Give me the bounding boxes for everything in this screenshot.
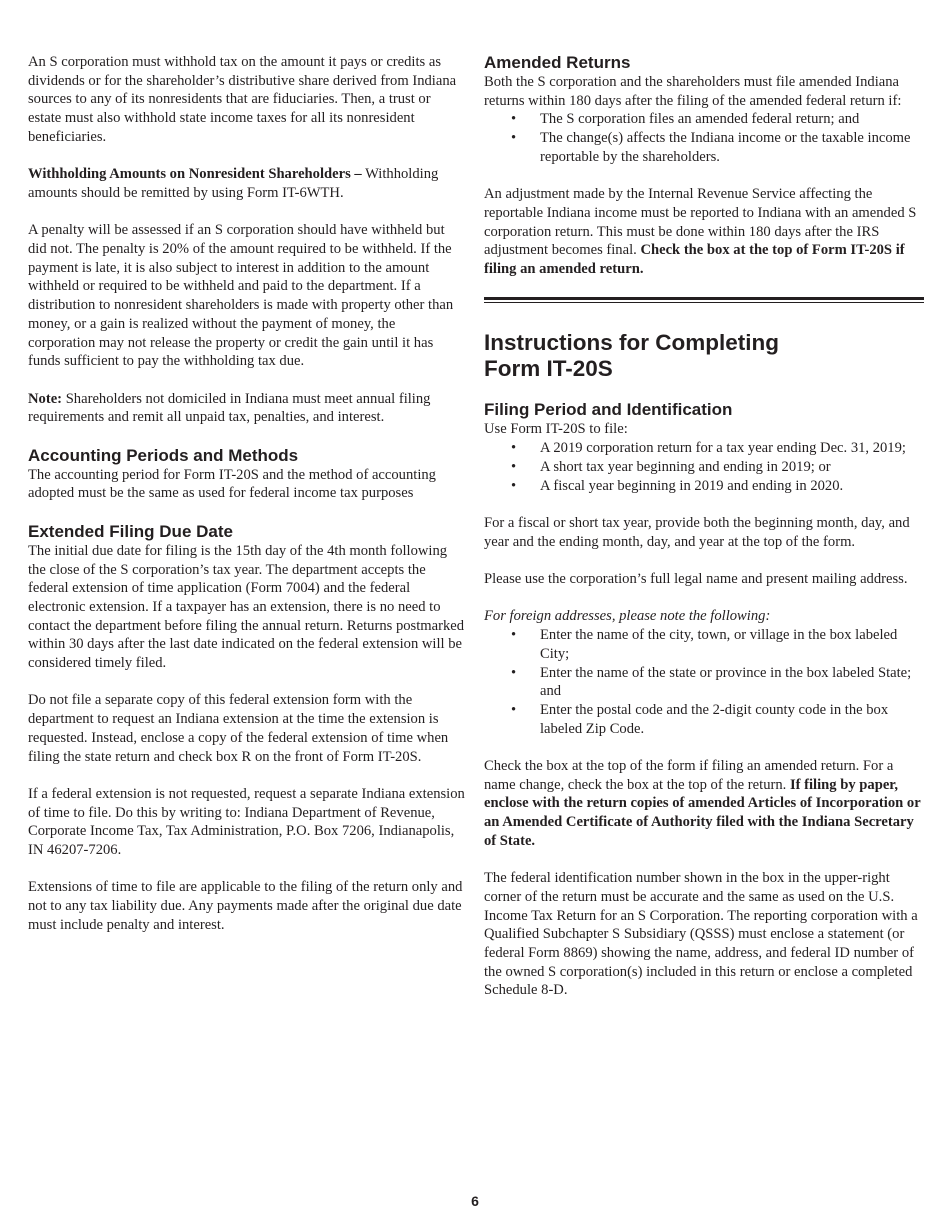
list-item: • A fiscal year beginning in 2019 and ending in 2020.	[511, 477, 844, 494]
name-change-paragraph: Check the box at the top of the form if filing an amended return. For a name change, check the box at the top of the return. If filing by paper, enclose with the return copies of amended Articles of Incorporation or an Amended Certificate of Authority filed with the Indiana Secretary of State.	[484, 758, 921, 849]
bullet-glyph: •	[511, 477, 517, 494]
indiana-extension-paragraph: If a federal extension is not requested, request a separate Indiana extension of time to file. Do this by writing to: Indiana Department of Revenue, Corporate Income Tax, Tax Administration, P.O. Box 7206, Indianapolis, IN 46207-7206.	[28, 785, 465, 859]
page-number: 6	[471, 1193, 479, 1209]
bullet-glyph: •	[511, 664, 517, 681]
filing-period-heading: Filing Period and Identification	[484, 400, 733, 420]
use-form-paragraph: Use Form IT-20S to file:	[484, 421, 628, 438]
note-paragraph: Note: Shareholders not domiciled in Indiana must meet annual filing requirements and remit all unpaid tax, penalties, and interest.	[28, 390, 431, 426]
legal-name-paragraph: Please use the corporation’s full legal name and present mailing address.	[484, 571, 908, 587]
bullet-glyph: •	[511, 130, 517, 147]
irs-adjustment-paragraph: An adjustment made by the Internal Revenue Service affecting the reportable Indiana income must be reported to Indiana with an amended S corporation return. This must be done within 180 days after the IRS adjustment becomes final. Check the box at the top of Form IT-20S if filing an amended return.	[484, 186, 917, 278]
withholding-fiduciaries-paragraph: An S corporation must withhold tax on the amount it pays or credits as dividends or for the shareholder’s distributive share derived from Indiana sources to any of its nonresidents that are fiduciaries. Then, a trust or estate must also withhold state income taxes for all its nonresident beneficiaries.	[28, 54, 457, 145]
withholding-amounts-paragraph: Withholding Amounts on Nonresident Shareholders – Withholding amounts should be remitted by using Form IT-6WTH.	[28, 166, 439, 201]
filing-period-list	[484, 439, 924, 495]
list-item: • A short tax year beginning and ending in 2019; or	[511, 458, 831, 475]
amended-returns-heading: Amended Returns	[484, 53, 631, 72]
bullet-glyph: •	[511, 627, 517, 644]
amended-returns-paragraph: Both the S corporation and the shareholders must file amended Indiana returns within 180 days after the filing of the amended federal return if:	[484, 74, 902, 109]
foreign-addresses-intro: For foreign addresses, please note the following:	[484, 608, 771, 625]
amended-conditions-list	[484, 110, 924, 166]
bullet-glyph: •	[511, 440, 517, 457]
extension-liability-paragraph: Extensions of time to file are applicable to the filing of the return only and not to any tax liability due. Any payments made after the original due date must include penalty and interest.	[28, 879, 463, 933]
extended-filing-heading: Extended Filing Due Date	[28, 521, 233, 541]
instructions-title: Instructions for Completing Form IT-20S	[484, 330, 779, 382]
list-item: • Enter the postal code and the 2-digit county code in the box labeled Zip Code.	[511, 701, 889, 737]
penalty-paragraph: A penalty will be assessed if an S corporation should have withheld but did not. The penalty is 20% of the amount required to be withheld. If the payment is late, it is also subject to interest in addition to the amount withheld or required to be withheld and paid to the department. If a distribution to nonresident shareholders is made with property other than money, or a gain is realized without the payment of money, the corporation may not release the property or credit the gain until it has funds sufficient to pay the withholding tax due.	[28, 222, 454, 370]
list-item: • Enter the name of the city, town, or village in the box labeled City;	[511, 627, 898, 662]
extended-due-date-paragraph: The initial due date for filing is the 15th day of the 4th month following the close of the S corporation’s tax year. The department accepts the federal extension of time application (Form 7004) and the federal electronic extension. If a taxpayer has an extension, there is no need to contact the department before filing the annual return. Returns postmarked within 30 days after the last date indicated on the federal extension will be considered timely filed.	[28, 542, 465, 672]
left-column	[28, 53, 466, 953]
federal-extension-paragraph: Do not file a separate copy of this federal extension form with the department to request an Indiana extension at the time the extension is requested. Instead, enclose a copy of the federal extension of time when filing the state return and check box R on the front of Form IT-20S.	[28, 692, 449, 765]
list-item: • A 2019 corporation return for a tax year ending Dec. 31, 2019;	[511, 440, 906, 457]
note-lead: Note:	[28, 390, 63, 407]
bullet-glyph: •	[511, 701, 517, 718]
list-item: • The change(s) affects the Indiana income or the taxable income reportable by the shareholders.	[511, 130, 911, 165]
withholding-amounts-lead: Withholding Amounts on Nonresident Shareholders –	[28, 166, 362, 183]
list-item: • The S corporation files an amended federal return; and	[511, 111, 860, 128]
accounting-periods-heading: Accounting Periods and Methods	[28, 445, 299, 465]
list-item: • Enter the name of the state or province in the box labeled State; and	[511, 664, 912, 700]
fiscal-year-paragraph: For a fiscal or short tax year, provide both the beginning month, day, and year and the ending month, day, and year at the top of the form.	[484, 514, 910, 550]
federal-id-paragraph: The federal identification number shown in the box in the upper-right corner of the return must be accurate and the same as used on the U.S. Income Tax Return for an S Corporation. The reporting corporation with a Qualified Subchapter S Subsidiary (QSSS) must enclose a statement (or federal Form 8869) showing the name, address, and federal ID number of the owned S corporation(s) included in this return or enclose a completed Schedule 8-D.	[484, 870, 918, 999]
bullet-glyph: •	[511, 458, 517, 475]
section-divider	[484, 297, 924, 303]
bullet-glyph: •	[511, 111, 517, 128]
right-column	[484, 53, 924, 1019]
foreign-addresses-list	[484, 626, 924, 738]
accounting-periods-paragraph: The accounting period for Form IT-20S and the method of accounting adopted must be the same as used for federal income tax purposes	[28, 466, 436, 502]
